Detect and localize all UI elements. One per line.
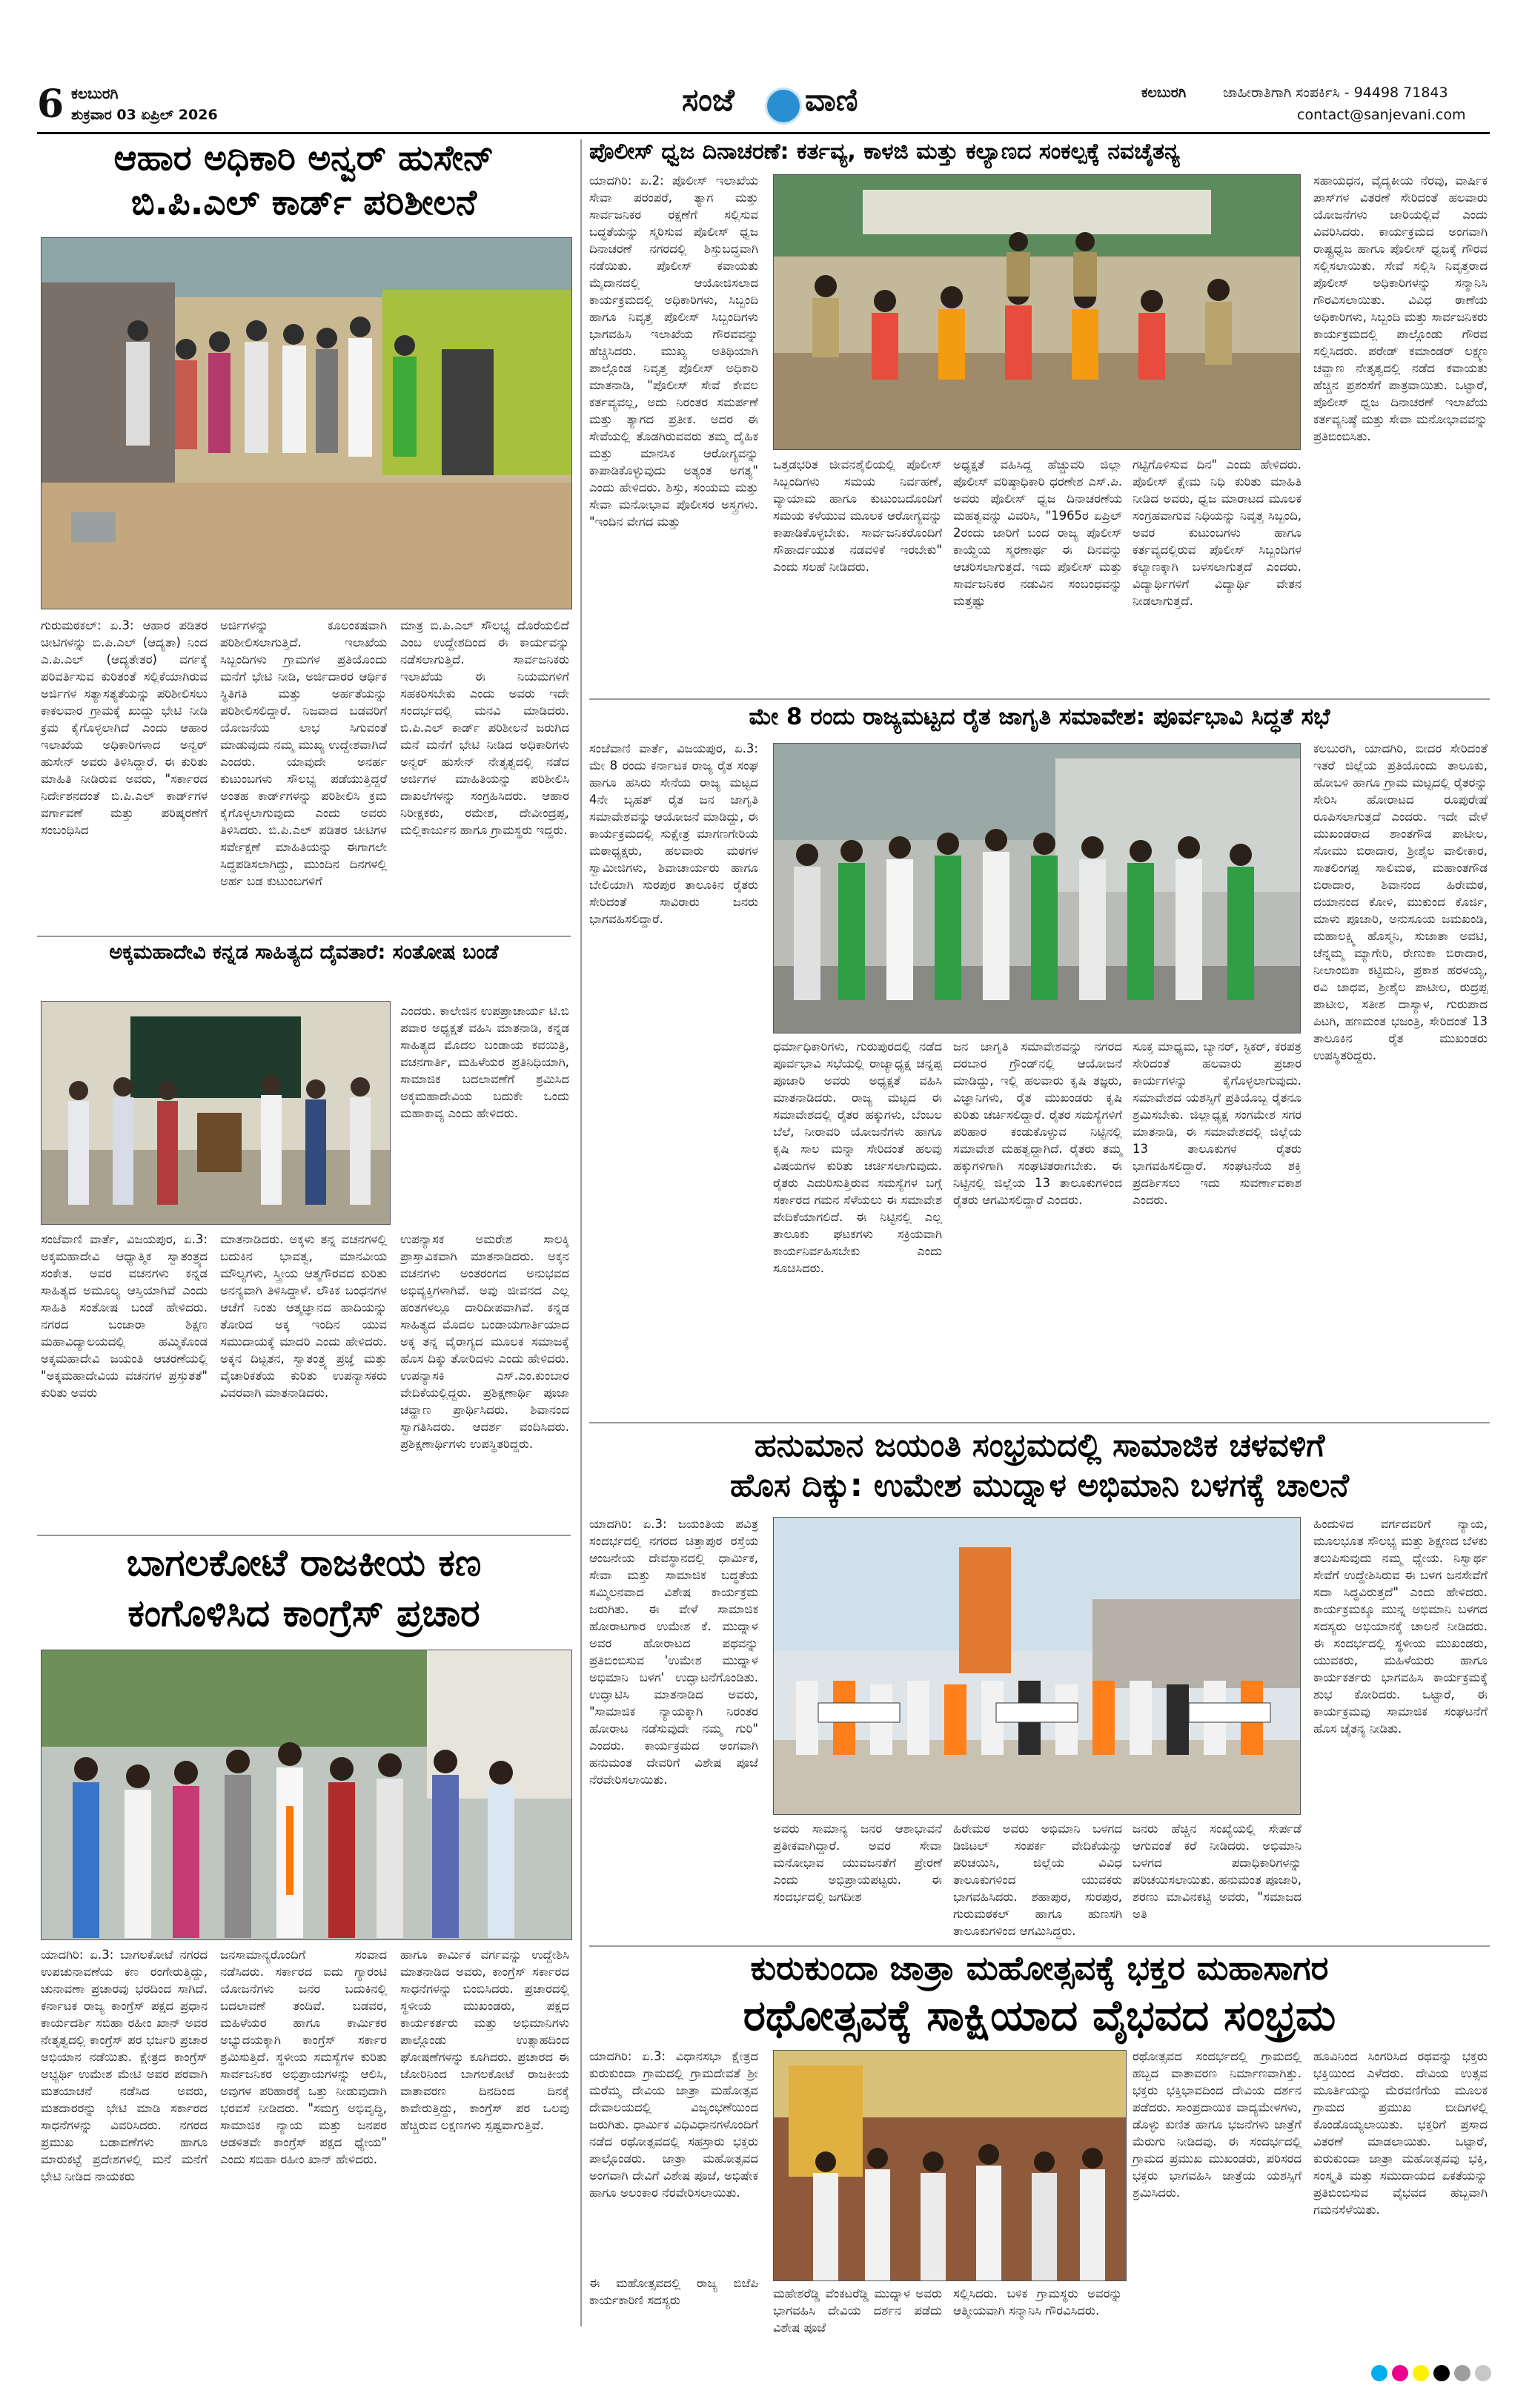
- story-g-col-4: ರಥೋತ್ಸವದ ಸಂದರ್ಭದಲ್ಲಿ ಗ್ರಾಮದಲ್ಲಿ ಹಬ್ಬದ ವಾತಾವರಣ ನಿರ್ಮಾಣವಾಗಿತ್ತು. ಭಕ್ತರು ಭಕ್ತಿಭಾವದಿಂದ ದೇವಿಯ ದರ್ಶನ ಪಡೆದರು. ಸಾಂಪ್ರದಾಯಿಕ ವಾದ್ಯಮೇಳಗಳು, ಡೊಳ್ಳು ಕುಣಿತ ಹಾಗೂ ಭಜನೆಗಳು ಜಾತ್ರೆಗೆ ಮೆರುಗು ನೀಡಿದವು. ಈ ಸಂದರ್ಭದಲ್ಲಿ ಗ್ರಾಮದ ಪ್ರಮುಖ ಮುಖಂಡರು, ಪರಿಸರದ ಭಕ್ತರು ಭಾಗವಹಿಸಿ ಜಾತ್ರೆಯ ಯಶಸ್ಸಿಗೆ ಶ್ರಮಿಸಿದರು.: [1133, 2049, 1301, 2200]
- story-d-photo-svg: [774, 175, 1300, 449]
- story-b-divider: [37, 1535, 571, 1536]
- story-f-divider: [589, 1945, 1490, 1947]
- story-a-col-3: ಮಾತ್ರ ಬಿ.ಪಿ.ಎಲ್ ಸೌಲಭ್ಯ ದೊರೆಯಲಿದೆ ಎಂಬ ಉದ್ದೇಶದಿಂದ ಈ ಕಾರ್ಯವನ್ನು ನಡೆಸಲಾಗುತ್ತಿದೆ. ಸಾರ್ವಜನಿಕರು ಇಲಾಖೆಯ ಈ ನಿಯಮಗಳಿಗೆ ಸಹಕರಿಸಬೇಕು ಎಂದು ಅವರು ಇದೇ ಸಂದರ್ಭದಲ್ಲಿ ಮನವಿ ಮಾಡಿದರು. ಬಿ.ಪಿ.ಎಲ್ ಕಾರ್ಡ್ ಪರಿಶೀಲನೆ ಜರುಗಿದ ಮನೆ ಮನೆಗೆ ಭೇಟಿ ನೀಡಿದ ಅಧಿಕಾರಿಗಳು ಅನ್ವರ್ ಹುಸೇನ್ ನೇತೃತ್ವದಲ್ಲಿ ನಡೆದ ಅರ್ಜಿಗಳ ಮಾಹಿತಿಯನ್ನು ಪರಿಶೀಲಿಸಿ ದಾಖಲೆಗಳನ್ನು ಸಂಗ್ರಹಿಸಿದರು. ಆಹಾರ ನಿರೀಕ್ಷಕರು, ರಮೇಶ, ದೇವೀಂದ್ರಪ್ಪ, ಮಲ್ಲಿಕಾರ್ಜುನ ಹಾಗೂ ಗ್ರಾಮಸ್ಥರು ಇದ್ದರು.: [400, 618, 569, 837]
- ad-contact: ಜಾಹೀರಾತಿಗಾಗಿ ಸಂಪರ್ಕಿಸಿ - 94498 71843: [1223, 85, 1448, 101]
- story-e-col-2: ಧರ್ಮಾಧಿಕಾರಿಗಳು, ಗುರುಪುರದಲ್ಲಿ ನಡೆದ ಪೂರ್ವಭಾವಿ ಸಭೆಯಲ್ಲಿ ರಾಜ್ಯಾಧ್ಯಕ್ಷ ಚನ್ನಪ್ಪ ಪೂಜಾರಿ ಅವರು ಅಧ್ಯಕ್ಷತೆ ವಹಿಸಿ ಮಾತನಾಡಿದರು. ರಾಜ್ಯ ಮಟ್ಟದ ಈ ಸಮಾವೇಶದಲ್ಲಿ ರೈತರ ಹಕ್ಕುಗಳು, ಬೆಂಬಲ ಬೆಲೆ, ನೀರಾವರಿ ಯೋಜನೆಗಳು ಹಾಗೂ ಕೃಷಿ ಸಾಲ ಮನ್ನಾ ಸೇರಿದಂತೆ ಹಲವು ವಿಷಯಗಳ ಕುರಿತು ಚರ್ಚಿಸಲಾಗುವುದು. ರೈತರು ಎದುರಿಸುತ್ತಿರುವ ಸಮಸ್ಯೆಗಳ ಬಗ್ಗೆ ಸರ್ಕಾರದ ಗಮನ ಸೆಳೆಯಲು ಈ ಸಮಾವೇಶ ವೇದಿಕೆಯಾಗಲಿದೆ. ಈ ನಿಟ್ಟಿನಲ್ಲಿ ಎಲ್ಲ ತಾಲೂಕು ಘಟಕಗಳು ಸಕ್ರಿಯವಾಗಿ ಕಾರ್ಯನಿರ್ವಹಿಸಬೇಕು ಎಂದು ಸೂಚಿಸಿದರು.: [773, 1039, 942, 1275]
- story-a-headline-1: ಆಹಾರ ಅಧಿಕಾರಿ ಅನ್ವರ್ ಹುಸೇನ್: [113, 138, 494, 179]
- story-g-col-1b: ಈ ಮಹೋತ್ಸವದಲ್ಲಿ ರಾಜ್ಯ ಬಿಜೆಪಿ ಕಾರ್ಯಕಾರಿಣಿ ಸದಸ್ಯರು: [589, 2276, 758, 2307]
- story-g-col-1: ಯಾದಗಿರಿ: ಏ.3: ವಿಧಾನಸಭಾ ಕ್ಷೇತ್ರದ ಕುರುಕುಂದಾ ಗ್ರಾಮದಲ್ಲಿ ಗ್ರಾಮದೇವತೆ ಶ್ರೀ ಮರೆಮ್ಮ ದೇವಿಯ ಜಾತ್ರಾ ಮಹೋತ್ಸವ ದೇವಾಲಯದಲ್ಲಿ ವಿಜೃಂಭಣೆಯಿಂದ ಜರುಗಿತು. ಧಾರ್ಮಿಕ ವಿಧಿವಿಧಾನಗಳೊಂದಿಗೆ ನಡೆದ ರಥೋತ್ಸವದಲ್ಲಿ ಸಹಸ್ರಾರು ಭಕ್ತರು ಪಾಲ್ಗೊಂಡರು. ಜಾತ್ರಾ ಮಹೋತ್ಸವದ ಅಂಗವಾಗಿ ದೇವಿಗೆ ವಿಶೇಷ ಪೂಜೆ, ಅಭಿಷೇಕ ಹಾಗೂ ಅಲಂಕಾರ ನೆರವೇರಿಸಲಾಯಿತು.: [589, 2049, 758, 2200]
- registration-dot-magenta: [1392, 2365, 1408, 2381]
- story-d-col-3: ಅಧ್ಯಕ್ಷತೆ ವಹಿಸಿದ್ದ ಹೆಚ್ಚುವರಿ ಜಿಲ್ಲಾ ಪೊಲೀಸ್ ವರಿಷ್ಠಾಧಿಕಾರಿ ಧರಣೇಶ ಎಸ್.ಪಿ. ಅವರು ಪೊಲೀಸ್ ಧ್ವಜ ದಿನಾಚರಣೆಯ ಮಹತ್ವವನ್ನು ವಿವರಿಸಿ, "1965ರ ಏಪ್ರಿಲ್ 2ರಂದು ಜಾರಿಗೆ ಬಂದ ರಾಜ್ಯ ಪೊಲೀಸ್ ಕಾಯ್ದೆಯ ಸ್ಮರಣಾರ್ಥ ಈ ದಿನವನ್ನು ಆಚರಿಸಲಾಗುತ್ತದೆ. ಇದು ಪೊಲೀಸ್ ಮತ್ತು ಸಾರ್ವಜನಿಕರ ನಡುವಿನ ಸಂಬಂಧವನ್ನು ಮತ್ತಷ್ಟು: [953, 457, 1122, 608]
- story-d-photo: [773, 174, 1301, 450]
- story-a-headline-2: ಬಿ.ಪಿ.ಎಲ್ ಕಾರ್ಡ್ ಪರಿಶೀಲನೆ: [131, 182, 477, 223]
- story-c-headline-1: ಬಾಗಲಕೋಟೆ ರಾಜಕೀಯ ಕಣ: [126, 1541, 482, 1584]
- left-column-separator: [580, 139, 582, 2326]
- story-c-col-2: ಜನಸಾಮಾನ್ಯರೊಂದಿಗೆ ಸಂವಾದ ನಡೆಸಿದರು. ಸರ್ಕಾರದ ಐದು ಗ್ಯಾರಂಟಿ ಯೋಜನೆಗಳು ಜನರ ಬದುಕಿನಲ್ಲಿ ಬದಲಾವಣೆ ತಂದಿವೆ. ಬಡವರ, ಮಹಿಳೆಯರ ಹಾಗೂ ಕಾರ್ಮಿಕರ ಅಭ್ಯುದಯಕ್ಕಾಗಿ ಕಾಂಗ್ರೆಸ್ ಸರ್ಕಾರ ಶ್ರಮಿಸುತ್ತಿದೆ. ಸ್ಥಳೀಯ ಸಮಸ್ಯೆಗಳ ಕುರಿತು ಸಾರ್ವಜನಿಕರ ಅಭಿಪ್ರಾಯಗಳನ್ನು ಆಲಿಸಿ, ಅವುಗಳ ಪರಿಹಾರಕ್ಕೆ ಒತ್ತು ನೀಡುವುದಾಗಿ ಭರವಸೆ ನೀಡಿದರು. "ಸಮಗ್ರ ಅಭಿವೃದ್ಧಿ, ಸಾಮಾಜಿಕ ನ್ಯಾಯ ಮತ್ತು ಜನಪರ ಆಡಳಿತವೇ ಕಾಂಗ್ರೆಸ್ ಪಕ್ಷದ ಧ್ಯೇಯ" ಎಂದು ಸಬಿಹಾ ರಹೀಂ ಖಾನ್ ಹೇಳಿದರು.: [220, 1948, 387, 2166]
- story-d-divider: [589, 698, 1490, 700]
- story-g-headline-2: ರಥೋತ್ಸವಕ್ಕೆ ಸಾಕ್ಷಿಯಾದ ವೈಭವದ ಸಂಭ್ರಮ: [743, 1991, 1336, 2040]
- story-a-col-1: ಗುರುಮಠಕಲ್: ಏ.3: ಆಹಾರ ಪಡಿತರ ಚೀಟಿಗಳನ್ನು ಬಿ.ಪಿ.ಎಲ್ (ಆದ್ಯತಾ) ನಿಂದ ಎ.ಪಿ.ಎಲ್ (ಆದ್ಯತೇತರ) ವರ್ಗಕ್ಕೆ ಪರಿವರ್ತಿಸುವ ಕುರಿತಂತೆ ಸಲ್ಲಿಕೆಯಾಗಿರುವ ಅರ್ಜಿಗಳ ಸತ್ಯಾಸತ್ಯತೆಯನ್ನು ಪರಿಶೀಲಿಸಲು ಕಾಕಲವಾರ ಗ್ರಾಮಕ್ಕೆ ಖುದ್ದು ಭೇಟಿ ನೀಡಿ ಕ್ರಮ ಕೈಗೊಳ್ಳಲಾಗಿದೆ ಎಂದು ಆಹಾರ ಇಲಾಖೆಯ ಅಧಿಕಾರಿಗಳಾದ ಅನ್ವರ್ ಹುಸೇನ್ ಅವರು ತಿಳಿಸಿದ್ದಾರೆ. ಈ ಕುರಿತು ಮಾಹಿತಿ ನೀಡಿರುವ ಅವರು, "ಸರ್ಕಾರದ ನಿರ್ದೇಶನದಂತೆ ಬಿ.ಪಿ.ಎಲ್ ಕಾರ್ಡ್‌ಗಳ ವರ್ಗಾವಣೆ ಮತ್ತು ಪರಿಷ್ಕರಣೆಗೆ ಸಂಬಂಧಿಸಿದ: [41, 618, 208, 837]
- registration-dot-black: [1433, 2365, 1450, 2381]
- story-b-side-text: ಎಂದರು. ಕಾಲೇಜಿನ ಉಪಪ್ರಾಚಾರ್ಯ ಟಿ.ಬಿ ಪವಾರ ಅಧ್ಯಕ್ಷತೆ ವಹಿಸಿ ಮಾತನಾಡಿ, ಕನ್ನಡ ಸಾಹಿತ್ಯದ ಮೊದಲ ಬಂಡಾಯ ಕವಯಿತ್ರಿ, ವಚನಗಾರ್ತಿ, ಮಹಿಳೆಯರ ಪ್ರತಿನಿಧಿಯಾಗಿ, ಸಾಮಾಜಿಕ ಬದಲಾವಣೆಗೆ ಶ್ರಮಿಸಿದ ಅಕ್ಕಮಹಾದೇವಿಯ ಬದುಕೇ ಒಂದು ಮಹಾಕಾವ್ಯ ಎಂದು ಹೇಳಿದರು.: [400, 1004, 569, 1120]
- story-g-col-5: ಹೂವಿನಿಂದ ಸಿಂಗರಿಸಿದ ರಥವನ್ನು ಭಕ್ತರು ಭಕ್ತಿಯಿಂದ ಎಳೆದರು. ದೇವಿಯ ಉತ್ಸವ ಮೂರ್ತಿಯನ್ನು ಮೆರವಣಿಗೆಯ ಮೂಲಕ ಗ್ರಾಮದ ಪ್ರಮುಖ ಬೀದಿಗಳಲ್ಲಿ ಕೊಂಡೊಯ್ಯಲಾಯಿತು. ಭಕ್ತರಿಗೆ ಪ್ರಸಾದ ವಿತರಣೆ ಮಾಡಲಾಯಿತು. ಒಟ್ಟಾರೆ, ಕುರುಕುಂದಾ ಜಾತ್ರಾ ಮಹೋತ್ಸವವು ಭಕ್ತಿ, ಸಂಸ್ಕೃತಿ ಮತ್ತು ಸಮುದಾಯದ ಏಕತೆಯನ್ನು ಪ್ರತಿಬಿಂಬಿಸುವ ವೈಭವದ ಹಬ್ಬವಾಗಿ ಗಮನಸೆಳೆಯಿತು.: [1313, 2049, 1488, 2217]
- story-b-headline: ಅಕ್ಕಮಹಾದೇವಿ ಕನ್ನಡ ಸಾಹಿತ್ಯದ ದೈವತಾರೆ: ಸಂತೋಷ ಬಂಡೆ: [109, 941, 499, 964]
- story-b-col-2: ಮಾತನಾಡಿದರು. ಅಕ್ಕಳು ತನ್ನ ವಚನಗಳಲ್ಲಿ ಬದುಕಿನ ಭಾವತ್ವ, ಮಾನವೀಯ ಮೌಲ್ಯಗಳು, ಸ್ತ್ರೀಯ ಆತ್ಮಗೌರವದ ಕುರಿತು ಅನನ್ಯವಾಗಿ ತಿಳಿಸಿದ್ದಾಳೆ. ಲೌಕಿಕ ಬಂಧನಗಳ ಆಚೆಗೆ ನಿಂತು ಆತ್ಮಜ್ಞಾನದ ಹಾದಿಯನ್ನು ತೋರಿದ ಅಕ್ಕ ಇಂದಿನ ಯುವ ಸಮುದಾಯಕ್ಕೆ ಮಾದರಿ ಎಂದು ಹೇಳಿದರು. ಅಕ್ಕನ ದಿಟ್ಟತನ, ಸ್ವಾತಂತ್ರ್ಯ ಪ್ರಜ್ಞೆ ಮತ್ತು ವೈಚಾರಿಕತೆಯ ಕುರಿತು ಉಪನ್ಯಾಸಕರು ವಿವರವಾಗಿ ಮಾತನಾಡಿದರು.: [220, 1232, 387, 1400]
- story-f-photo: [773, 1517, 1301, 1815]
- masthead-divider: [37, 132, 1490, 134]
- story-g-photo: [773, 2050, 1127, 2281]
- story-f-photo-svg: [774, 1518, 1300, 1814]
- story-a-divider: [37, 936, 571, 937]
- story-e-photo: [773, 743, 1301, 1033]
- registration-dot-grey-2: [1475, 2365, 1491, 2381]
- story-c-photo: [41, 1650, 572, 1940]
- story-e-col-4: ಸೂಕ್ತ ಮಾಧ್ಯಮ, ಬ್ಯಾನರ್, ಸ್ಟಿಕರ್, ಕರಪತ್ರ ಸೇರಿದಂತೆ ಹಲವಾರು ಪ್ರಚಾರ ಕಾರ್ಯಗಳನ್ನು ಕೈಗೊಳ್ಳಲಾಗುವುದು. ಸಮಾವೇಶದ ಯಶಸ್ಸಿಗೆ ಪ್ರತಿಯೊಬ್ಬ ರೈತನೂ ಶ್ರಮಿಸಬೇಕು. ಜಿಲ್ಲಾಧ್ಯಕ್ಷ ಸಂಗಮೇಶ ಸಗರ ಮಾತನಾಡಿ, ಈ ಸಮಾವೇಶದಲ್ಲಿ ಜಿಲ್ಲೆಯ 13 ತಾಲೂಕುಗಳ ರೈತರು ಭಾಗವಹಿಸಲಿದ್ದಾರೆ. ಸಂಘಟನೆಯ ಶಕ್ತಿ ಪ್ರದರ್ಶಿಸಲು ಇದು ಸುವರ್ಣಾವಕಾಶ ಎಂದರು.: [1133, 1039, 1301, 1207]
- story-d-col-2: ಒತ್ತಡಭರಿತ ಜೀವನಶೈಲಿಯಲ್ಲಿ ಪೊಲೀಸ್ ಸಿಬ್ಬಂದಿಗಳು ಸಮಯ ನಿರ್ವಹಣೆ, ವ್ಯಾಯಾಮ ಹಾಗೂ ಕುಟುಂಬದೊಂದಿಗೆ ಸಮಯ ಕಳೆಯುವ ಮೂಲಕ ಆರೋಗ್ಯವನ್ನು ಕಾಪಾಡಿಕೊಳ್ಳಬೇಕು. ಸಾರ್ವಜನಿಕರೊಂದಿಗೆ ಸೌಹಾರ್ದಯುತ ನಡವಳಿಕೆ ಇರಬೇಕು" ಎಂದು ಸಲಹೆ ನೀಡಿದರು.: [773, 457, 942, 574]
- story-e-divider: [589, 1422, 1490, 1423]
- story-c-col-3: ಹಾಗೂ ಕಾರ್ಮಿಕ ವರ್ಗವನ್ನು ಉದ್ದೇಶಿಸಿ ಮಾತನಾಡಿದ ಅವರು, ಕಾಂಗ್ರೆಸ್ ಸರ್ಕಾರದ ಸಾಧನೆಗಳನ್ನು ಬಿಂಬಿಸಿದರು. ಪ್ರಚಾರದಲ್ಲಿ ಸ್ಥಳೀಯ ಮುಖಂಡರು, ಪಕ್ಷದ ಕಾರ್ಯಕರ್ತರು ಮತ್ತು ಅಭಿಮಾನಿಗಳು ಪಾಲ್ಗೊಂಡು ಉತ್ಸಾಹದಿಂದ ಘೋಷಣೆಗಳನ್ನು ಕೂಗಿದರು. ಪ್ರಚಾರದ ಈ ಜೋರಿನಿಂದ ಬಾಗಲಕೋಟೆ ರಾಜಕೀಯ ವಾತಾವರಣ ದಿನದಿಂದ ದಿನಕ್ಕೆ ಕಾವೇರುತ್ತಿದ್ದು, ಕಾಂಗ್ರೆಸ್ ಪರ ಒಲವು ಹೆಚ್ಚಿರುವ ಲಕ್ಷಣಗಳು ಸ್ಪಷ್ಟವಾಗುತ್ತಿವೆ.: [400, 1948, 569, 2132]
- story-d-col-1: ಯಾದಗಿರಿ: ಏ.2: ಪೊಲೀಸ್ ಇಲಾಖೆಯ ಸೇವಾ ಪರಂಪರೆ, ತ್ಯಾಗ ಮತ್ತು ಸಾರ್ವಜನಿಕರ ರಕ್ಷಣೆಗೆ ಸಲ್ಲಿಸುವ ಬದ್ಧತೆಯನ್ನು ಸ್ಮರಿಸುವ ಪೊಲೀಸ್ ಧ್ವಜ ದಿನಾಚರಣೆ ನಗರದಲ್ಲಿ ಶಿಸ್ತುಬದ್ಧವಾಗಿ ನಡೆಯಿತು. ಪೊಲೀಸ್ ಕವಾಯತು ಮೈದಾನದಲ್ಲಿ ಆಯೋಜಿಸಲಾದ ಕಾರ್ಯಕ್ರಮದಲ್ಲಿ ಅಧಿಕಾರಿಗಳು, ಸಿಬ್ಬಂದಿ ಹಾಗೂ ನಿವೃತ್ತ ಪೊಲೀಸ್ ಸಿಬ್ಬಂದಿಗಳು ಭಾಗವಹಿಸಿ ಇಲಾಖೆಯ ಗೌರವವನ್ನು ಹೆಚ್ಚಿಸಿದರು. ಮುಖ್ಯ ಅತಿಥಿಯಾಗಿ ಪಾಲ್ಗೊಂಡ ನಿವೃತ್ತ ಪೊಲೀಸ್ ಅಧಿಕಾರಿ ಮಾತನಾಡಿ, "ಪೊಲೀಸ್ ಸೇವೆ ಕೇವಲ ಕರ್ತವ್ಯವಲ್ಲ, ಅದು ನಿರಂತರ ಸಮರ್ಪಣೆ ಮತ್ತು ತ್ಯಾಗದ ಪ್ರತೀಕ. ಅದರ ಈ ಸೇವೆಯಲ್ಲಿ ತೊಡಗಿರುವವರು ತಮ್ಮ ದೈಹಿಕ ಮತ್ತು ಮಾನಸಿಕ ಆರೋಗ್ಯವನ್ನು ಕಾಪಾಡಿಕೊಳ್ಳುವುದು ಅತ್ಯಂತ ಅಗತ್ಯ" ಎಂದು ಹೇಳಿದರು. ಶಿಸ್ತು, ಸಂಯಮ ಮತ್ತು ಸೇವಾ ಮನೋಭಾವ ಪೊಲೀಸರ ಅಸ್ತ್ರಗಳು. "ಇಂದಿನ ವೇಗದ ಮತ್ತು: [589, 173, 758, 529]
- story-e-headline: ಮೇ 8 ರಂದು ರಾಜ್ಯಮಟ್ಟದ ರೈತ ಜಾಗೃತಿ ಸಮಾವೇಶ: ಪೂರ್ವಭಾವಿ ಸಿದ್ಧತೆ ಸಭೆ: [749, 704, 1330, 730]
- story-b-photo: [41, 1001, 391, 1225]
- page-number: 6: [37, 82, 64, 127]
- masthead-date: ಶುಕ್ರವಾರ 03 ಏಪ್ರಿಲ್ 2026: [71, 107, 218, 123]
- story-d-col-4: ಗಟ್ಟಿಗೊಳಿಸುವ ದಿನ" ಎಂದು ಹೇಳಿದರು. ಪೊಲೀಸ್ ಕ್ಷೇಮ ನಿಧಿ ಕುರಿತು ಮಾಹಿತಿ ನೀಡಿದ ಅವರು, ಧ್ವಜ ಮಾರಾಟದ ಮೂಲಕ ಸಂಗ್ರಹವಾಗುವ ನಿಧಿಯನ್ನು ನಿವೃತ್ತ ಸಿಬ್ಬಂದಿ, ಅವರ ಕುಟುಂಬಗಳು ಹಾಗೂ ಕರ್ತವ್ಯದಲ್ಲಿರುವ ಪೊಲೀಸ್ ಸಿಬ್ಬಂದಿಗಳ ಕಲ್ಯಾಣಕ್ಕಾಗಿ ಬಳಸಲಾಗುತ್ತದೆ ಎಂದರು. ವಿದ್ಯಾರ್ಥಿಗಳಿಗೆ ವಿದ್ಯಾರ್ಥಿ ವೇತನ ನೀಡಲಾಗುತ್ತದೆ.: [1133, 457, 1301, 608]
- masthead-city: ಕಲಬುರಗಿ: [71, 85, 119, 102]
- story-e-col-5: ಕಲಬುರಗಿ, ಯಾದಗಿರಿ, ಬೀದರ ಸೇರಿದಂತೆ ಇತರೆ ಜಿಲ್ಲೆಯ ಪ್ರತಿಯೊಂದು ತಾಲೂಕು, ಹೋಬಳಿ ಹಾಗೂ ಗ್ರಾಮ ಮಟ್ಟದಲ್ಲಿ ರೈತರನ್ನು ಸೇರಿಸಿ ಹೋರಾಟದ ರೂಪುರೇಷೆ ರೂಪಿಸಲಾಗುತ್ತದೆ ಎಂದರು. ಇದೇ ವೇಳೆ ಮುಖಂಡರಾದ ಶಾಂತಗೌಡ ಪಾಟೀಲ, ಸೋಮು ಬಿರಾದಾರ, ಶ್ರೀಶೈಲ ವಾಲೀಕಾರ, ಸಾತಲಿಂಗಪ್ಪ ಸಾಲಿಮಠ, ಮಹಾಂತಗೌಡ ಬಿರಾದಾರ, ಶಿವಾನಂದ ಹಿರೇಮಠ, ದಯಾನಂದ ಕೋಳಿ, ಮುಕುಂದ ಕೊರ್ಜಿ, ಮಾಳು ಪೂಜಾರಿ, ಅನುಸೂಯ ಜಮಖಂಡಿ, ಮಹಾಲಕ್ಷ್ಮಿ ಹೊಸ್ಮನಿ, ಸುಜಾತಾ ಅವಟಿ, ಚೆನ್ನಮ್ಮ ಮ್ಯಾಗೇರಿ, ರೇಣುಕಾ ಬಿರಾದಾರ, ನೀಲಾಂಬಿಕಾ ಕಟ್ಟಿಮನಿ, ಪ್ರಕಾಶ ಹರಳಯ್ಯ, ರವಿ ಜಾಧವ, ಶ್ರೀಶೈಲ ಪಾಟೀಲ, ರುದ್ರಪ್ಪ ಪಾಟೀಲ, ಸತೀಶ ದಾಸ್ಯಾಳ, ಗುರುಪಾದ ಪಿಟಗಿ, ಹಣಮಂತ ಭಜಂತ್ರಿ, ಸೇರಿದಂತೆ 13 ತಾಲೂಕಿನ ರೈತ ಮುಖಂಡರು ಉಪಸ್ಥಿತರಿದ್ದರು.: [1313, 741, 1488, 1062]
- contact-email: contact@sanjevani.com: [1297, 107, 1466, 123]
- story-b-col-3: ಉಪನ್ಯಾಸಕ ಅಮರೇಶ ಸಾಲಕ್ಕಿ ಪ್ರಾಸ್ತಾವಿಕವಾಗಿ ಮಾತನಾಡಿದರು. ಅಕ್ಕನ ವಚನಗಳು ಅಂತರಂಗದ ಅನುಭವದ ಅಭಿವ್ಯಕ್ತಿಗಳಾಗಿವೆ. ಅವು ಜೀವನದ ಎಲ್ಲ ಹಂತಗಳಲ್ಲೂ ದಾರಿದೀಪವಾಗಿವೆ. ಕನ್ನಡ ಸಾಹಿತ್ಯದ ಮೊದಲ ಬಂಡಾಯಗಾರ್ತಿಯಾದ ಅಕ್ಕ ತನ್ನ ವೈರಾಗ್ಯದ ಮೂಲಕ ಸಮಾಜಕ್ಕೆ ಹೊಸ ದಿಕ್ಕು ತೋರಿದಳು ಎಂದು ಹೇಳಿದರು. ಉಪನ್ಯಾಸಕಿ ಎಸ್.ಎಂ.ಕುಂಬಾರ ವೇದಿಕೆಯಲ್ಲಿದ್ದರು. ಪ್ರಶಿಕ್ಷಣಾರ್ಥಿ ಪೂಜಾ ಚವ್ಹಾಣ ಪ್ರಾರ್ಥಿಸಿದರು. ಶಿವಾನಂದ ಸ್ವಾಗತಿಸಿದರು. ಆದರ್ಶ ವಂದಿಸಿದರು. ಪ್ರಶಿಕ್ಷಣಾರ್ಥಿಗಳು ಉಪಸ್ಥಿತರಿದ್ದರು.: [400, 1232, 569, 1451]
- story-f-col-5: ಹಿಂದುಳಿದ ವರ್ಗದವರಿಗೆ ನ್ಯಾಯ, ಮೂಲಭೂತ ಸೌಲಭ್ಯ ಮತ್ತು ಶಿಕ್ಷಣದ ಬೆಳಕು ತಲುಪಿಸುವುದು ನಮ್ಮ ಧ್ಯೇಯ. ನಿಸ್ವಾರ್ಥ ಸೇವೆಗೆ ಉದ್ದೇಶಿಸಿರುವ ಈ ಬಳಗ ಜನಸೇವೆಗೆ ಸದಾ ಸಿದ್ಧವಿರುತ್ತದೆ" ಎಂದು ಹೇಳಿದರು. ಕಾರ್ಯಕ್ರಮಕ್ಕೂ ಮುನ್ನ ಅಭಿಮಾನಿ ಬಳಗದ ಸದಸ್ಯರು ಅಭಿಯಾನಕ್ಕೆ ಚಾಲನೆ ನೀಡಿದರು. ಈ ಸಂದರ್ಭದಲ್ಲಿ ಸ್ಥಳೀಯ ಮುಖಂಡರು, ಯುವಕರು, ಮಹಿಳೆಯರು ಹಾಗೂ ಕಾರ್ಯಕರ್ತರು ಭಾಗವಹಿಸಿ ಕಾರ್ಯಕ್ರಮಕ್ಕೆ ಶುಭ ಕೋರಿದರು. ಒಟ್ಟಾರೆ, ಈ ಕಾರ್ಯಕ್ರಮವು ಸಾಮಾಜಿಕ ಸಂಘಟನೆಗೆ ಹೊಸ ಚೈತನ್ಯ ನೀಡಿತು.: [1313, 1517, 1488, 1736]
- logo-left-text: ಸಂಜೆ: [682, 82, 735, 118]
- story-a-col-2: ಅರ್ಜಿಗಳನ್ನು ಕೂಲಂಕಷವಾಗಿ ಪರಿಶೀಲಿಸಲಾಗುತ್ತಿದೆ. ಇಲಾಖೆಯ ಸಿಬ್ಬಂದಿಗಳು ಗ್ರಾಮಗಳ ಪ್ರತಿಯೊಂದು ಮನೆಗೆ ಭೇಟಿ ನೀಡಿ, ಅರ್ಜಿದಾರರ ಆರ್ಥಿಕ ಸ್ಥಿತಿಗತಿ ಮತ್ತು ಅರ್ಹತೆಯನ್ನು ಪರಿಶೀಲಿಸಲಿದ್ದಾರೆ. ನಿಜವಾದ ಬಡವರಿಗೆ ಯೋಜನೆಯ ಲಾಭ ಸಿಗುವಂತೆ ಮಾಡುವುದು ನಮ್ಮ ಮುಖ್ಯ ಉದ್ದೇಶವಾಗಿದೆ ಎಂದರು. ಯಾವುದೇ ಅನರ್ಹ ಕುಟುಂಬಗಳು ಸೌಲಭ್ಯ ಪಡೆಯುತ್ತಿದ್ದರೆ ಅಂತಹ ಕಾರ್ಡ್‌ಗಳನ್ನು ಪರಿಶೀಲಿಸಿ ಕ್ರಮ ಕೈಗೊಳ್ಳಲಾಗುವುದು ಎಂದು ಅವರು ತಿಳಿಸಿದರು. ಬಿ.ಪಿ.ಎಲ್ ಪಡಿತರ ಚೀಟಿಗಳ ಸರ್ವೇಕ್ಷಣೆ ಮಾಹಿತಿಯನ್ನು ಈಗಾಗಲೇ ಸಿದ್ಧಪಡಿಸಲಾಗಿದ್ದು, ಮುಂದಿನ ದಿನಗಳಲ್ಲಿ ಅರ್ಹ ಬಡ ಕುಟುಂಬಗಳಿಗೆ: [220, 618, 387, 888]
- story-f-col-3: ಹಿರೇಮಠ ಅವರು ಅಭಿಮಾನಿ ಬಳಗದ ಡಿಜಿಟಲ್ ಸಂಪರ್ಕ ವೇದಿಕೆಯನ್ನು ಪರಿಚಯಿಸಿ, ಜಿಲ್ಲೆಯ ವಿವಿಧ ತಾಲೂಕುಗಳಿಂದ ಯುವಕರು ಭಾಗವಹಿಸಿದರು. ಶಹಾಪುರ, ಸುರಪುರ, ಗುರುಮಠಕಲ್ ಹಾಗೂ ಹುಣಸಗಿ ತಾಲೂಕುಗಳಿಂದ ಆಗಮಿಸಿದ್ದರು.: [953, 1822, 1122, 1938]
- masthead-right-city: ಕಲಬುರಗಿ: [1141, 85, 1187, 101]
- registration-dot-grey-1: [1454, 2365, 1470, 2381]
- story-d-headline: ಪೊಲೀಸ್ ಧ್ವಜ ದಿನಾಚರಣೆ: ಕರ್ತವ್ಯ, ಕಾಳಜಿ ಮತ್ತು ಕಲ್ಯಾಣದ ಸಂಕಲ್ಪಕ್ಕೆ ನವಚೈತನ್ಯ: [589, 139, 1180, 165]
- logo: [682, 82, 904, 133]
- story-c-col-1: ಯಾದಗಿರಿ: ಏ.3: ಬಾಗಲಕೋಟೆ ನಗರದ ಉಪಚುನಾವಣೆಯ ಕಣ ರಂಗೇರುತ್ತಿದ್ದು, ಚುನಾವಣಾ ಪ್ರಚಾರವು ಭರದಿಂದ ಸಾಗಿದೆ. ಕರ್ನಾಟಕ ರಾಜ್ಯ ಕಾಂಗ್ರೆಸ್ ಪಕ್ಷದ ಪ್ರಧಾನ ಕಾರ್ಯದರ್ಶಿ ಸಬಿಹಾ ರಹೀಂ ಖಾನ್ ಅವರ ನೇತೃತ್ವದಲ್ಲಿ ಕಾಂಗ್ರೆಸ್ ಪರ ಭರ್ಜರಿ ಪ್ರಚಾರ ಅಭಿಯಾನ ನಡೆಯಿತು. ಕ್ಷೇತ್ರದ ಕಾಂಗ್ರೆಸ್ ಅಭ್ಯರ್ಥಿ ಉಮೇಶ ಮೇಟಿ ಅವರ ಪರವಾಗಿ ಮತಯಾಚನೆ ನಡೆಸಿದ ಅವರು, ಮತದಾರರನ್ನು ಭೇಟಿ ಮಾಡಿ ಸರ್ಕಾರದ ಸಾಧನೆಗಳನ್ನು ವಿವರಿಸಿದರು. ನಗರದ ಪ್ರಮುಖ ಬಡಾವಣೆಗಳು ಹಾಗೂ ಮಾರುಕಟ್ಟೆ ಪ್ರದೇಶಗಳಲ್ಲಿ ಮನೆ ಮನೆಗೆ ಭೇಟಿ ನೀಡಿದ ನಾಯಕರು: [41, 1948, 208, 2183]
- story-a-photo: [41, 237, 572, 609]
- logo-emblem-icon: [765, 87, 802, 125]
- story-b-col-1: ಸಂಜೆವಾಣಿ ವಾರ್ತೆ, ವಿಜಯಪುರ, ಏ.3: ಅಕ್ಕಮಹಾದೇವಿ ಆಧ್ಯಾತ್ಮಿಕ ಸ್ವಾತಂತ್ರ್ಯದ ಸಂಕೇತ. ಅವರ ವಚನಗಳು ಕನ್ನಡ ಸಾಹಿತ್ಯದ ಅಮೂಲ್ಯ ಆಸ್ತಿಯಾಗಿವೆ ಎಂದು ಸಾಹಿತಿ ಸಂತೋಷ ಬಂಡೆ ಹೇಳಿದರು. ನಗರದ ಬಂಜಾರಾ ಶಿಕ್ಷಣ ಮಹಾವಿದ್ಯಾಲಯದಲ್ಲಿ ಹಮ್ಮಿಕೊಂಡ ಅಕ್ಕಮಹಾದೇವಿ ಜಯಂತಿ ಆಚರಣೆಯಲ್ಲಿ "ಅಕ್ಕಮಹಾದೇವಿಯ ವಚನಗಳ ಪ್ರಸ್ತುತತೆ" ಕುರಿತು ಅವರು: [41, 1232, 208, 1400]
- story-f-headline-1: ಹನುಮಾನ ಜಯಂತಿ ಸಂಭ್ರಮದಲ್ಲಿ ಸಾಮಾಜಿಕ ಚಳವಳಿಗೆ: [754, 1427, 1325, 1464]
- story-f-col-4: ಜನರು ಹೆಚ್ಚಿನ ಸಂಖ್ಯೆಯಲ್ಲಿ ಸೇರ್ಪಡೆ ಆಗುವಂತೆ ಕರೆ ನೀಡಿದರು. ಅಭಿಮಾನಿ ಬಳಗದ ಪದಾಧಿಕಾರಿಗಳನ್ನು ಪರಿಚಯಿಸಲಾಯಿತು. ಹನುಮಂತ ಪೂಜಾರಿ, ಶರಣು ಮಾವಿನಕಟ್ಟಿ ಅವರು, "ಸಮಾಜದ ಅತಿ: [1133, 1822, 1301, 1921]
- story-d-col-5: ಸಹಾಯಧನ, ವೈದ್ಯಕೀಯ ನೆರವು, ವಾರ್ಷಿಕ ಪಾಸ್‌ಗಳ ವಿತರಣೆ ಸೇರಿದಂತೆ ಹಲವಾರು ಯೋಜನೆಗಳು ಜಾರಿಯಲ್ಲಿವೆ ಎಂದು ವಿವರಿಸಿದರು. ಕಾರ್ಯಕ್ರಮದ ಅಂಗವಾಗಿ ರಾಷ್ಟ್ರಧ್ವಜ ಹಾಗೂ ಪೊಲೀಸ್ ಧ್ವಜಕ್ಕೆ ಗೌರವ ಸಲ್ಲಿಸಲಾಯಿತು. ಸೇವೆ ಸಲ್ಲಿಸಿ ನಿವೃತ್ತರಾದ ಪೊಲೀಸ್ ಅಧಿಕಾರಿಗಳನ್ನು ಸನ್ಮಾನಿಸಿ ಗೌರವಿಸಲಾಯಿತು. ವಿವಿಧ ಠಾಣೆಯ ಅಧಿಕಾರಿಗಳು, ಸಿಬ್ಬಂದಿ ಮತ್ತು ಸಾರ್ವಜನಿಕರು ಕಾರ್ಯಕ್ರಮದಲ್ಲಿ ಪಾಲ್ಗೊಂಡು ಗೌರವ ಸಲ್ಲಿಸಿದರು. ಪರೇಡ್ ಕಮಾಂಡರ್ ಲಕ್ಷ್ಮಣ ಚವ್ಹಾಣ ನೇತೃತ್ವದಲ್ಲಿ ನಡೆದ ಕವಾಯತು ಹೆಚ್ಚಿನ ಪ್ರಶಂಸೆಗೆ ಪಾತ್ರವಾಯಿತು. ಒಟ್ಟಾರೆ, ಪೊಲೀಸ್ ಧ್ವಜ ದಿನಾಚರಣೆ ಇಲಾಖೆಯ ಕರ್ತವ್ಯನಿಷ್ಠೆ ಮತ್ತು ಸೇವಾ ಮನೋಭಾವವನ್ನು ಪ್ರತಿಬಿಂಬಿಸಿತು.: [1313, 173, 1488, 443]
- story-f-headline-2: ಹೊಸ ದಿಕ್ಕು: ಉಮೇಶ ಮುದ್ನಾಳ ಅಭಿಮಾನಿ ಬಳಗಕ್ಕೆ ಚಾಲನೆ: [730, 1467, 1349, 1504]
- registration-dot-yellow: [1413, 2365, 1429, 2381]
- story-g-col-2: ಮಹೇಶರೆಡ್ಡಿ ವೆಂಕಟರೆಡ್ಡಿ ಮುದ್ನಾಳ ಅವರು ಭಾಗವಹಿಸಿ ದೇವಿಯ ದರ್ಶನ ಪಡೆದು ವಿಶೇಷ ಪೂಜೆ: [773, 2286, 942, 2335]
- story-b-photo-svg: [42, 1002, 390, 1224]
- story-e-col-3: ಜನ ಜಾಗೃತಿ ಸಮಾವೇಶವನ್ನು ನಗರದ ದರಬಾರ ಗ್ರೌಂಡ್‌ನಲ್ಲಿ ಆಯೋಜನೆ ಮಾಡಿದ್ದು, ಇಲ್ಲಿ ಹಲವಾರು ಕೃಷಿ ತಜ್ಞರು, ವಿಜ್ಞಾನಿಗಳು, ರೈತ ಮುಖಂಡರು ಕೃಷಿ ಕುರಿತು ಚರ್ಚಿಸಲಿದ್ದಾರೆ. ರೈತರ ಸಮಸ್ಯೆಗಳಿಗೆ ಪರಿಹಾರ ಕಂಡುಕೊಳ್ಳುವ ನಿಟ್ಟಿನಲ್ಲಿ ಸಮಾವೇಶ ಮಹತ್ವದ್ದಾಗಿದೆ. ರೈತರು ತಮ್ಮ ಹಕ್ಕುಗಳಿಗಾಗಿ ಸಂಘಟಿತರಾಗಬೇಕು. ಈ ನಿಟ್ಟಿನಲ್ಲಿ ಜಿಲ್ಲೆಯ 13 ತಾಲೂಕುಗಳಿಂದ ರೈತರು ಆಗಮಿಸಲಿದ್ದಾರೆ ಎಂದರು.: [953, 1039, 1122, 1207]
- story-a-photo-svg: [42, 238, 571, 609]
- story-f-col-1: ಯಾದಗಿರಿ: ಏ.3: ಜಯಂತಿಯ ಪವಿತ್ರ ಸಂದರ್ಭದಲ್ಲಿ ನಗರದ ಚಿತ್ತಾಪುರ ರಸ್ತೆಯ ಆಂಜನೇಯ ದೇವಸ್ಥಾನದಲ್ಲಿ ಧಾರ್ಮಿಕ, ಸೇವಾ ಮತ್ತು ಸಾಮಾಜಿಕ ಬದ್ಧತೆಯ ಸಮ್ಮಿಲನವಾದ ವಿಶೇಷ ಕಾರ್ಯಕ್ರಮ ಜರುಗಿತು. ಈ ವೇಳೆ ಸಾಮಾಜಿಕ ಹೋರಾಟಗಾರ ಉಮೇಶ ಕೆ. ಮುದ್ನಾಳ ಅವರ ಹೋರಾಟದ ಪಥವನ್ನು ಪ್ರತಿಬಿಂಬಿಸುವ 'ಉಮೇಶ ಮುದ್ನಾಳ ಅಭಿಮಾನಿ ಬಳಗ' ಉದ್ಘಾಟನೆಗೊಂಡಿತು. ಉದ್ಘಾಟಿಸಿ ಮಾತನಾಡಿದ ಅವರು, "ಸಾಮಾಜಿಕ ನ್ಯಾಯಕ್ಕಾಗಿ ನಿರಂತರ ಹೋರಾಟ ನಡೆಸುವುದೇ ನಮ್ಮ ಗುರಿ" ಎಂದರು. ಕಾರ್ಯಕ್ರಮದ ಅಂಗವಾಗಿ ಹನುಮಂತ ದೇವರಿಗೆ ವಿಶೇಷ ಪೂಜೆ ನೆರವೇರಿಸಲಾಯಿತು.: [589, 1517, 758, 1787]
- story-g-headline-1: ಕುರುಕುಂದಾ ಜಾತ್ರಾ ಮಹೋತ್ಸವಕ್ಕೆ ಭಕ್ತರ ಮಹಾಸಾಗರ: [750, 1948, 1329, 1988]
- registration-dot-cyan: [1371, 2365, 1387, 2381]
- story-c-photo-svg: [42, 1650, 571, 1939]
- logo-right-text: ವಾಣಿ: [805, 82, 858, 118]
- story-f-col-2: ಅವರು ಸಾಮಾನ್ಯ ಜನರ ಆಶಾಭಾವನೆ ಪ್ರತೀಕವಾಗಿದ್ದಾರೆ. ಅವರ ಸೇವಾ ಮನೋಭಾವ ಯುವಜನತೆಗೆ ಪ್ರೇರಣೆ ಎಂದು ಅಭಿಪ್ರಾಯಪಟ್ಟರು. ಈ ಸಂದರ್ಭದಲ್ಲಿ ಜಗದೀಶ: [773, 1822, 942, 1904]
- story-e-col-1: ಸಂಜೆವಾಣಿ ವಾರ್ತೆ, ವಿಜಯಪುರ, ಏ.3: ಮೇ 8 ರಂದು ಕರ್ನಾಟಕ ರಾಜ್ಯ ರೈತ ಸಂಘ ಹಾಗೂ ಹಸಿರು ಸೇನೆಯ ರಾಜ್ಯ ಮಟ್ಟದ 4ನೇ ಬೃಹತ್ ರೈತ ಜನ ಜಾಗೃತಿ ಸಮಾವೇಶವನ್ನು ಆಯೋಜನೆ ಮಾಡಿದ್ದು, ಈ ಕಾರ್ಯಕ್ರಮದಲ್ಲಿ ಸುಕ್ಷೇತ್ರ ಮಾಗಣಗೇರಿಯ ಮಠಾಧ್ಯಕ್ಷರು, ಹಲವಾರು ಮಠಗಳ ಸ್ವಾಮೀಜಿಗಳು, ಶಿವಾಚಾರ್ಯರು ಹಾಗೂ ಬೇಲಿಯಾಗಿ ಸುರಪುರ ತಾಲೂಕಿನ ರೈತರು ಸೇರಿದಂತೆ ಸಾವಿರಾರು ಜನರು ಭಾಗವಹಿಸಲಿದ್ದಾರೆ.: [589, 741, 758, 926]
- story-g-col-3: ಸಲ್ಲಿಸಿದರು. ಬಳಿಕ ಗ್ರಾಮಸ್ಥರು ಅವರನ್ನು ಆತ್ಮೀಯವಾಗಿ ಸನ್ಮಾನಿಸಿ ಗೌರವಿಸಿದರು.: [953, 2286, 1122, 2318]
- story-e-photo-svg: [774, 744, 1300, 1033]
- story-c-headline-2: ಕಂಗೊಳಿಸಿದ ಕಾಂಗ್ರೆಸ್ ಪ್ರಚಾರ: [127, 1592, 480, 1635]
- story-g-photo-svg: [774, 2051, 1126, 2280]
